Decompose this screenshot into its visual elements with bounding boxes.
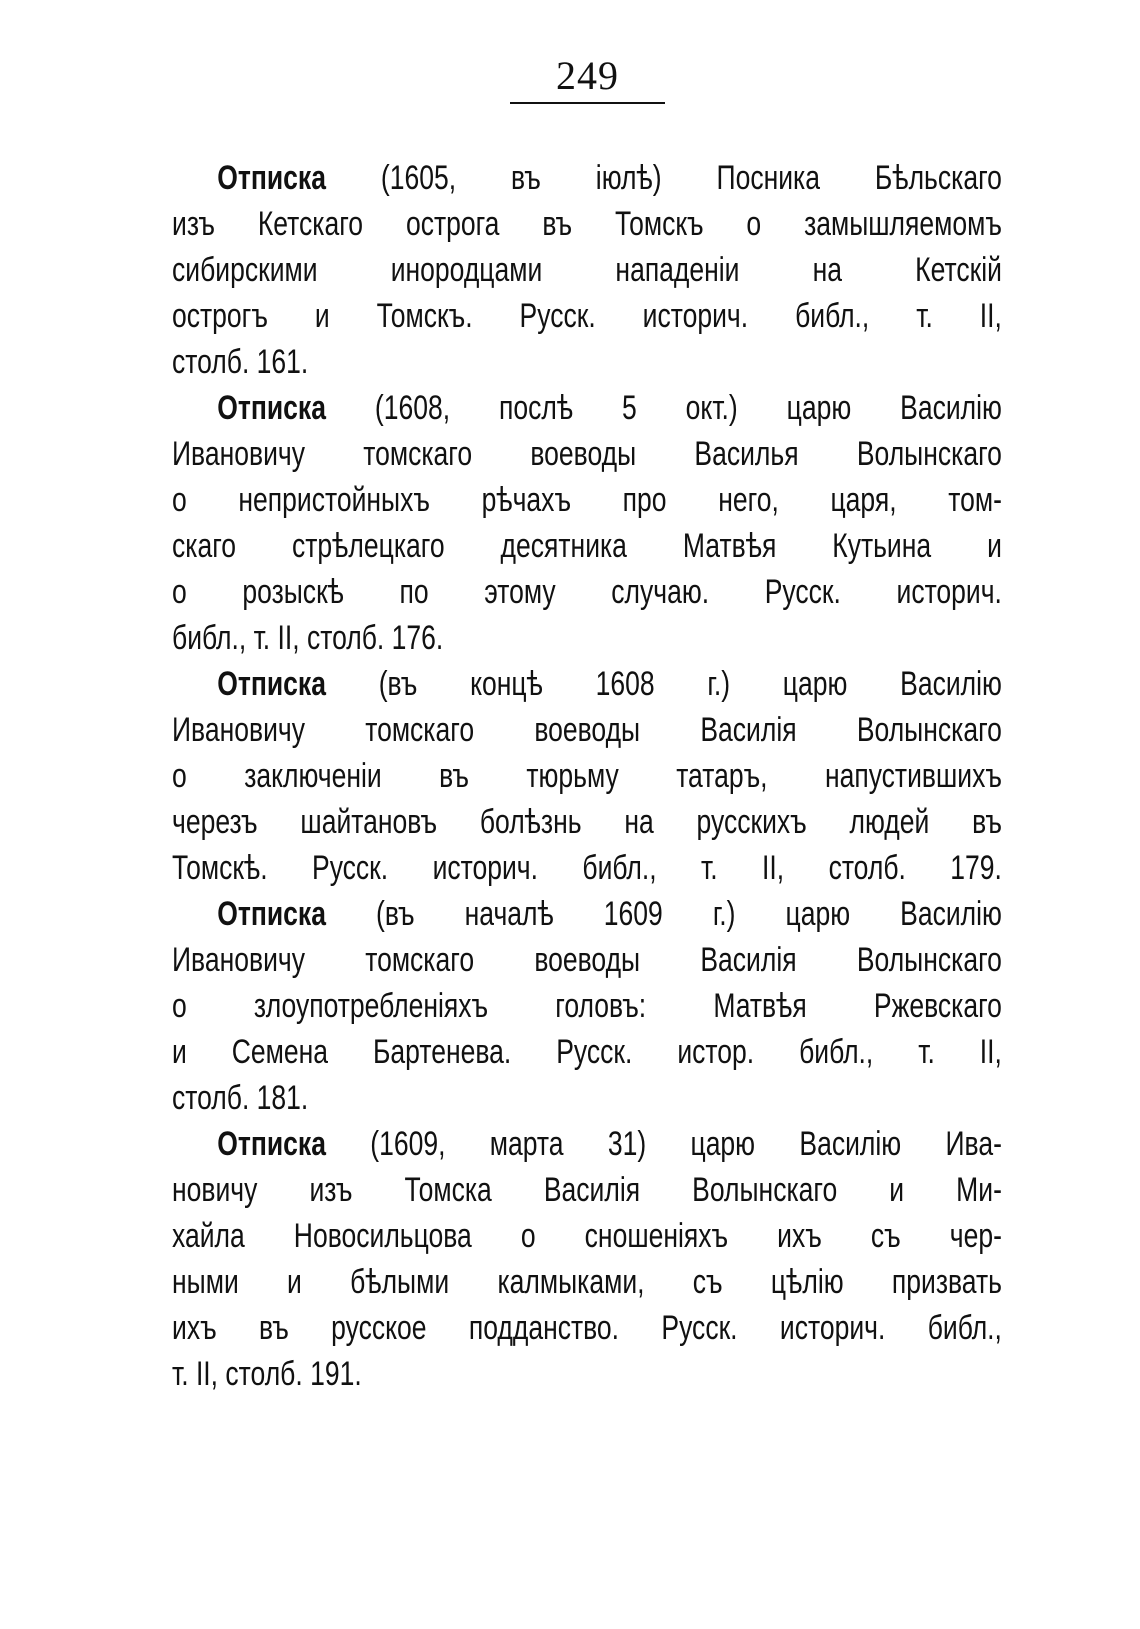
entry-line: о заключеніи въ тюрьму татаръ, напустившихъ bbox=[172, 757, 1002, 795]
entry-first-line bbox=[172, 661, 1002, 707]
entry-1609-march bbox=[172, 1121, 1002, 1397]
entry-1608-oct bbox=[172, 385, 1002, 661]
entry-line: Томскѣ. Русск. историч. библ., т. II, столб. 179. bbox=[172, 849, 1002, 887]
entry-text: (1609, марта 31) царю Василію Ива- bbox=[325, 1125, 1002, 1163]
entry-text: (1608, послѣ 5 окт.) царю Василію bbox=[325, 389, 1002, 427]
entry-1608-end bbox=[172, 661, 1002, 891]
entry-line: Ивановичу томскаго воеводы Василія Волынскаго bbox=[172, 941, 1002, 979]
entry-line: черезъ шайтановъ болѣзнь на русскихъ людей въ bbox=[172, 803, 1002, 841]
header-rule bbox=[510, 102, 665, 104]
entry-first-line bbox=[172, 385, 1002, 431]
entry-line: т. II, столб. 191. bbox=[172, 1355, 362, 1393]
entry-heading: Отписка bbox=[217, 1125, 326, 1163]
entry-line: острогъ и Томскъ. Русск. историч. библ., т. II, bbox=[172, 297, 1002, 335]
body-text bbox=[172, 155, 1002, 1397]
entry-text: (въ концѣ 1608 г.) царю Василію bbox=[325, 665, 1002, 703]
entry-text: (въ началѣ 1609 г.) царю Василію bbox=[325, 895, 1002, 933]
entry-line: скаго стрѣлецкаго десятника Матвѣя Кутьина и bbox=[172, 527, 1002, 565]
entry-line: о непристойныхъ рѣчахъ про него, царя, том- bbox=[172, 481, 1002, 519]
entry-first-line bbox=[172, 1121, 1002, 1167]
entry-text: (1605, въ іюлѣ) Посника Бѣльскаго bbox=[325, 159, 1002, 197]
entry-line: ными и бѣлыми калмыками, съ цѣлію призвать bbox=[172, 1263, 1002, 1301]
entry-line: новичу изъ Томска Василія Волынскаго и Ми- bbox=[172, 1171, 1002, 1209]
entry-line: Ивановичу томскаго воеводы Василья Волынскаго bbox=[172, 435, 1002, 473]
entry-first-line bbox=[172, 155, 1002, 201]
entry-heading: Отписка bbox=[217, 665, 326, 703]
entry-1605 bbox=[172, 155, 1002, 385]
entry-line: библ., т. II, столб. 176. bbox=[172, 619, 444, 657]
entry-line: Ивановичу томскаго воеводы Василія Волынскаго bbox=[172, 711, 1002, 749]
entry-line: столб. 181. bbox=[172, 1079, 309, 1117]
entry-line: о розыскѣ по этому случаю. Русск. историч. bbox=[172, 573, 1002, 611]
entry-line: о злоупотребленіяхъ головъ: Матвѣя Ржевскаго bbox=[172, 987, 1002, 1025]
entry-first-line bbox=[172, 891, 1002, 937]
entry-line: столб. 161. bbox=[172, 343, 309, 381]
entry-heading: Отписка bbox=[217, 895, 326, 933]
entry-1609-start bbox=[172, 891, 1002, 1121]
entry-heading: Отписка bbox=[217, 159, 326, 197]
entry-line: ихъ въ русское подданство. Русск. историч. библ., bbox=[172, 1309, 1002, 1347]
entry-line: изъ Кетскаго острога въ Томскъ о замышляемомъ bbox=[172, 205, 1002, 243]
entry-line: хайла Новосильцова о сношеніяхъ ихъ съ чер- bbox=[172, 1217, 1002, 1255]
page-number: 249 bbox=[556, 53, 619, 98]
entry-line: и Семена Бартенева. Русск. истор. библ., т. II, bbox=[172, 1033, 1002, 1071]
entry-line: сибирскими инородцами нападеніи на Кетскій bbox=[172, 251, 1002, 289]
entry-heading: Отписка bbox=[217, 389, 326, 427]
